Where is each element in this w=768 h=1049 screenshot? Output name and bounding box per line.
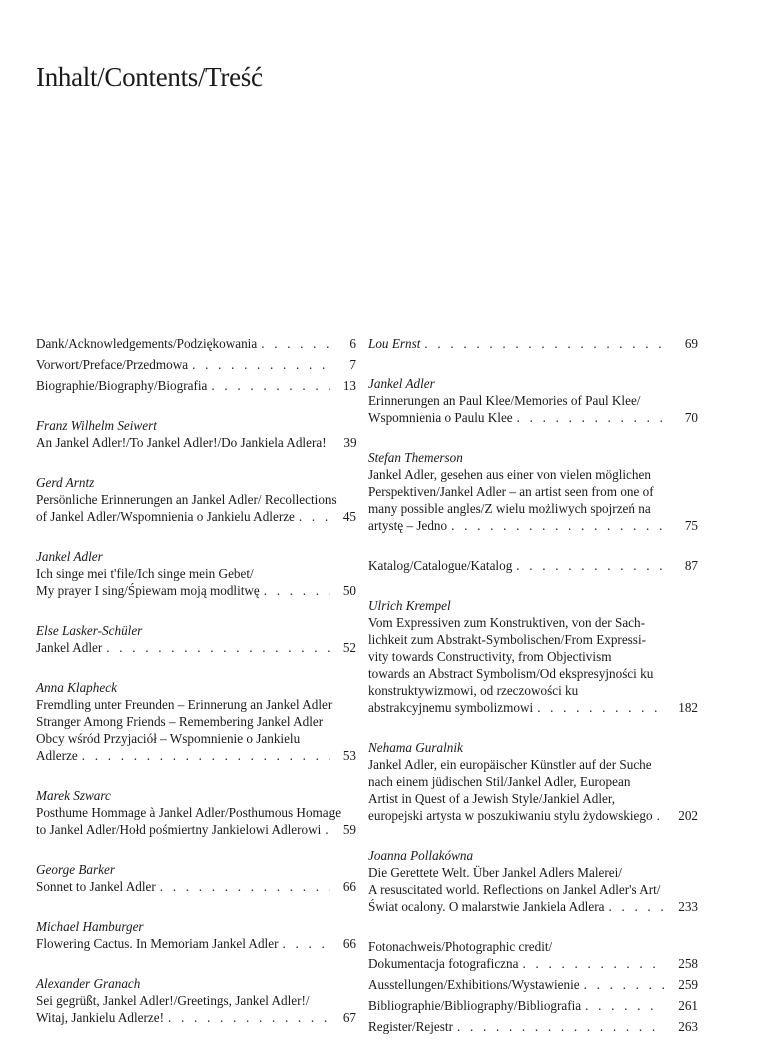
dot-leader — [299, 508, 330, 525]
toc-entry — [368, 976, 698, 993]
toc-page-number: 39 — [343, 435, 357, 450]
toc-page-number: 75 — [684, 518, 698, 533]
toc-title-line — [36, 565, 356, 582]
toc-entry — [36, 356, 356, 373]
toc-title-line — [36, 639, 356, 656]
toc-left-column — [36, 335, 356, 1049]
toc-entry — [36, 679, 356, 764]
toc-title-text: Jankel Adler, ein europäischer Künstler auf der Suche — [368, 757, 652, 772]
dot-leader — [451, 517, 664, 534]
toc-title-line — [368, 409, 698, 426]
dot-leader — [457, 1018, 664, 1035]
toc-author: Jankel Adler — [368, 376, 435, 391]
toc-page-number: 87 — [684, 558, 698, 573]
toc-title-line — [368, 807, 698, 824]
toc-entry — [368, 997, 698, 1014]
toc-title-text: Biographie/Biography/Biografia — [36, 378, 208, 393]
toc-title-line — [368, 517, 698, 534]
toc-page-number: 202 — [678, 808, 698, 823]
toc-title-line — [36, 491, 356, 508]
toc-title-line — [36, 696, 356, 713]
toc-page-number: 45 — [342, 509, 356, 524]
dot-leader — [168, 1009, 330, 1026]
toc-entry — [36, 787, 356, 838]
toc-entry — [368, 847, 698, 915]
toc-title-line — [36, 582, 356, 599]
dot-leader — [264, 582, 330, 599]
toc-author: Anna Klapheck — [36, 680, 117, 695]
toc-title-line — [36, 935, 356, 952]
toc-title-line — [368, 648, 698, 665]
toc-entry — [36, 918, 356, 952]
toc-author: Jankel Adler — [36, 549, 103, 564]
toc-title-line — [368, 898, 698, 915]
toc-page-number: 261 — [678, 998, 698, 1013]
toc-title-text: Posthume Hommage à Jankel Adler/Posthumous Homage — [36, 805, 342, 820]
toc-page-number: 52 — [342, 640, 356, 655]
toc-title-text: europejski artysta w poszukiwaniu stylu żydowskiego — [368, 808, 653, 823]
toc-title-line — [368, 557, 698, 574]
dot-leader — [192, 356, 330, 373]
toc-title-text: artystę – Jedno — [368, 518, 448, 533]
toc-entry — [36, 377, 356, 394]
page-title: Inhalt/Contents/Treść — [36, 62, 263, 93]
toc-page-number: 59 — [342, 822, 356, 837]
toc-title-text: Katalog/Catalogue/Katalog — [368, 558, 513, 573]
toc-title-line — [36, 1009, 356, 1026]
toc-title-text: many possible angles/Z wielu możliwych spojrzeń na — [368, 501, 651, 516]
toc-author-line — [368, 335, 698, 352]
toc-title-text: Artist in Quest of a Jewish Style/Jankiel Adler, — [368, 791, 616, 806]
toc-title-line — [368, 955, 698, 972]
toc-title-line — [36, 747, 356, 764]
toc-title-text: Bibliographie/Bibliography/Bibliografia — [368, 998, 582, 1013]
toc-page-number: 53 — [342, 748, 356, 763]
toc-title-line — [368, 631, 698, 648]
toc-title-line — [36, 730, 356, 747]
toc-title-text: Fremdling unter Freunden – Erinnerung an Jankel Adler — [36, 697, 333, 712]
dot-leader — [585, 997, 664, 1014]
toc-entry — [368, 449, 698, 534]
toc-title-line — [368, 976, 698, 993]
dot-leader — [160, 878, 330, 895]
toc-page-number: 7 — [349, 357, 356, 372]
toc-title-text: konstruktywizmowi, od rzeczowości ku — [368, 683, 579, 698]
toc-title-line — [368, 773, 698, 790]
toc-title-line — [368, 500, 698, 517]
toc-title-line — [368, 466, 698, 483]
toc-title-text: Vom Expressiven zum Konstruktiven, von der Sach- — [368, 615, 646, 630]
toc-page-number: 13 — [342, 378, 356, 393]
toc-title-text: Ausstellungen/Exhibitions/Wystawienie — [368, 977, 580, 992]
dot-leader — [261, 335, 330, 352]
toc-page-number: 259 — [678, 977, 698, 992]
toc-title-line — [36, 356, 356, 373]
toc-title-text: Dokumentacja fotograficzna — [368, 956, 519, 971]
toc-title-line — [36, 804, 356, 821]
dot-leader — [106, 639, 330, 656]
toc-page-number: 6 — [349, 336, 356, 351]
dot-leader — [211, 377, 330, 394]
toc-title-text: Ich singe mei t'file/Ich singe mein Gebet/ — [36, 566, 254, 581]
toc-entry — [368, 938, 698, 972]
toc-title-text: Stranger Among Friends – Remembering Jankel Adler — [36, 714, 324, 729]
toc-title-text: towards an Abstract Symbolism/Od ekspresyjności ku — [368, 666, 654, 681]
toc-author: Joanna Pollakówna — [368, 848, 474, 863]
toc-page-number: 182 — [678, 700, 698, 715]
toc-author: George Barker — [36, 862, 115, 877]
toc-entry — [36, 335, 356, 352]
toc-author: Stefan Themerson — [368, 450, 463, 465]
toc-title-text: Jankel Adler, gesehen aus einer von vielen möglichen — [368, 467, 651, 482]
toc-author: Michael Hamburger — [36, 919, 144, 934]
toc-title-line — [36, 434, 356, 451]
toc-title-text: Persönliche Erinnerungen an Jankel Adler/ Recollections — [36, 492, 337, 507]
toc-title-text: Adlerze — [36, 748, 78, 763]
toc-title-text: lichkeit zum Abstrakt-Symbolischen/From Expressi- — [368, 632, 646, 647]
toc-entry — [368, 739, 698, 824]
toc-title-line — [368, 614, 698, 631]
dot-leader — [522, 955, 664, 972]
toc-entry — [368, 557, 698, 574]
dot-leader — [608, 898, 664, 915]
toc-title-line — [368, 699, 698, 716]
toc-title-text: Die Gerettete Welt. Über Jankel Adlers Malerei/ — [368, 865, 622, 880]
toc-author: Franz Wilhelm Seiwert — [36, 418, 157, 433]
toc-author: Marek Szwarc — [36, 788, 111, 803]
toc-entry — [36, 622, 356, 656]
toc-title-text: of Jankel Adler/Wspomnienia o Jankielu Adlerze — [36, 509, 295, 524]
toc-page-number: 66 — [342, 936, 356, 951]
toc-title-line — [368, 756, 698, 773]
toc-author: Ulrich Krempel — [368, 598, 451, 613]
toc-title-line — [36, 713, 356, 730]
toc-author: Nehama Guralnik — [368, 740, 463, 755]
toc-author: Lou Ernst — [368, 336, 421, 351]
toc-title-text: My prayer I sing/Śpiewam moją modlitwę — [36, 583, 260, 598]
toc-title-text: abstrakcyjnemu symbolizmowi — [368, 700, 534, 715]
toc-title-line — [368, 881, 698, 898]
toc-title-text: nach einem jüdischen Stil/Jankel Adler, European — [368, 774, 631, 789]
toc-title-line — [368, 1018, 698, 1035]
toc-title-line — [368, 938, 698, 955]
toc-title-line — [36, 377, 356, 394]
toc-title-text: Wspomnienia o Paulu Klee — [368, 410, 513, 425]
toc-title-text: An Jankel Adler!/To Jankel Adler!/Do Jankiela Adlera! — [36, 435, 327, 450]
toc-entry — [368, 335, 698, 352]
toc-title-line — [368, 665, 698, 682]
toc-title-text: to Jankel Adler/Hołd pośmiertny Jankielowi Adlerowi — [36, 822, 322, 837]
toc-title-text: A resuscitated world. Reflections on Jankel Adler's Art/ — [368, 882, 661, 897]
toc-title-line — [368, 483, 698, 500]
dot-leader — [517, 409, 664, 426]
toc-page-number: 258 — [678, 956, 698, 971]
toc-title-text: Jankel Adler — [36, 640, 103, 655]
toc-entry — [36, 417, 356, 451]
toc-title-line — [36, 821, 356, 838]
toc-author: Else Lasker-Schüler — [36, 623, 143, 638]
dot-leader — [325, 821, 330, 838]
toc-title-text: Fotonachweis/Photographic credit/ — [368, 939, 553, 954]
toc-title-text: Sonnet to Jankel Adler — [36, 879, 156, 894]
dot-leader — [282, 935, 330, 952]
toc-title-line — [368, 392, 698, 409]
toc-title-line — [368, 790, 698, 807]
toc-title-line — [368, 682, 698, 699]
toc-right-column — [368, 335, 698, 1039]
toc-title-line — [36, 508, 356, 525]
toc-title-text: Dank/Acknowledgements/Podziękowania — [36, 336, 258, 351]
toc-entry — [368, 375, 698, 426]
toc-title-line — [36, 335, 356, 352]
toc-title-text: Erinnerungen an Paul Klee/Memories of Paul Klee/ — [368, 393, 641, 408]
toc-author: Gerd Arntz — [36, 475, 95, 490]
toc-title-text: Witaj, Jankielu Adlerze! — [36, 1010, 164, 1025]
toc-title-line — [368, 997, 698, 1014]
dot-leader — [537, 699, 664, 716]
toc-title-text: Świat ocalony. O malarstwie Jankiela Adlera — [368, 899, 605, 914]
toc-page-number: 66 — [342, 879, 356, 894]
toc-entry — [36, 975, 356, 1026]
toc-page-number: 233 — [678, 899, 698, 914]
toc-page-number: 50 — [342, 583, 356, 598]
toc-page-number: 70 — [684, 410, 698, 425]
toc-author: Alexander Granach — [36, 976, 141, 991]
toc-page-number: 69 — [684, 336, 698, 351]
toc-page-number: 263 — [678, 1019, 698, 1034]
toc-title-line — [36, 992, 356, 1009]
toc-title-text: Vorwort/Preface/Przedmowa — [36, 357, 189, 372]
toc-title-text: vity towards Constructivity, from Objectivism — [368, 649, 612, 664]
toc-title-text: Obcy wśród Przyjaciół – Wspomnienie o Jankielu — [36, 731, 301, 746]
toc-title-line — [368, 864, 698, 881]
toc-entry — [368, 597, 698, 716]
toc-title-text: Perspektiven/Jankel Adler – an artist seen from one of — [368, 484, 654, 499]
dot-leader — [82, 747, 330, 764]
toc-title-text: Flowering Cactus. In Memoriam Jankel Adler — [36, 936, 279, 951]
toc-title-text: Sei gegrüßt, Jankel Adler!/Greetings, Jankel Adler!/ — [36, 993, 310, 1008]
dot-leader — [584, 976, 664, 993]
toc-title-text: Register/Rejestr — [368, 1019, 453, 1034]
toc-entry — [36, 548, 356, 599]
toc-title-line — [36, 878, 356, 895]
toc-page-number: 67 — [342, 1010, 356, 1025]
toc-entry — [368, 1018, 698, 1035]
dot-leader — [516, 557, 664, 574]
dot-leader — [657, 807, 664, 824]
toc-entry — [36, 474, 356, 525]
toc-entry — [36, 861, 356, 895]
dot-leader — [424, 335, 664, 352]
